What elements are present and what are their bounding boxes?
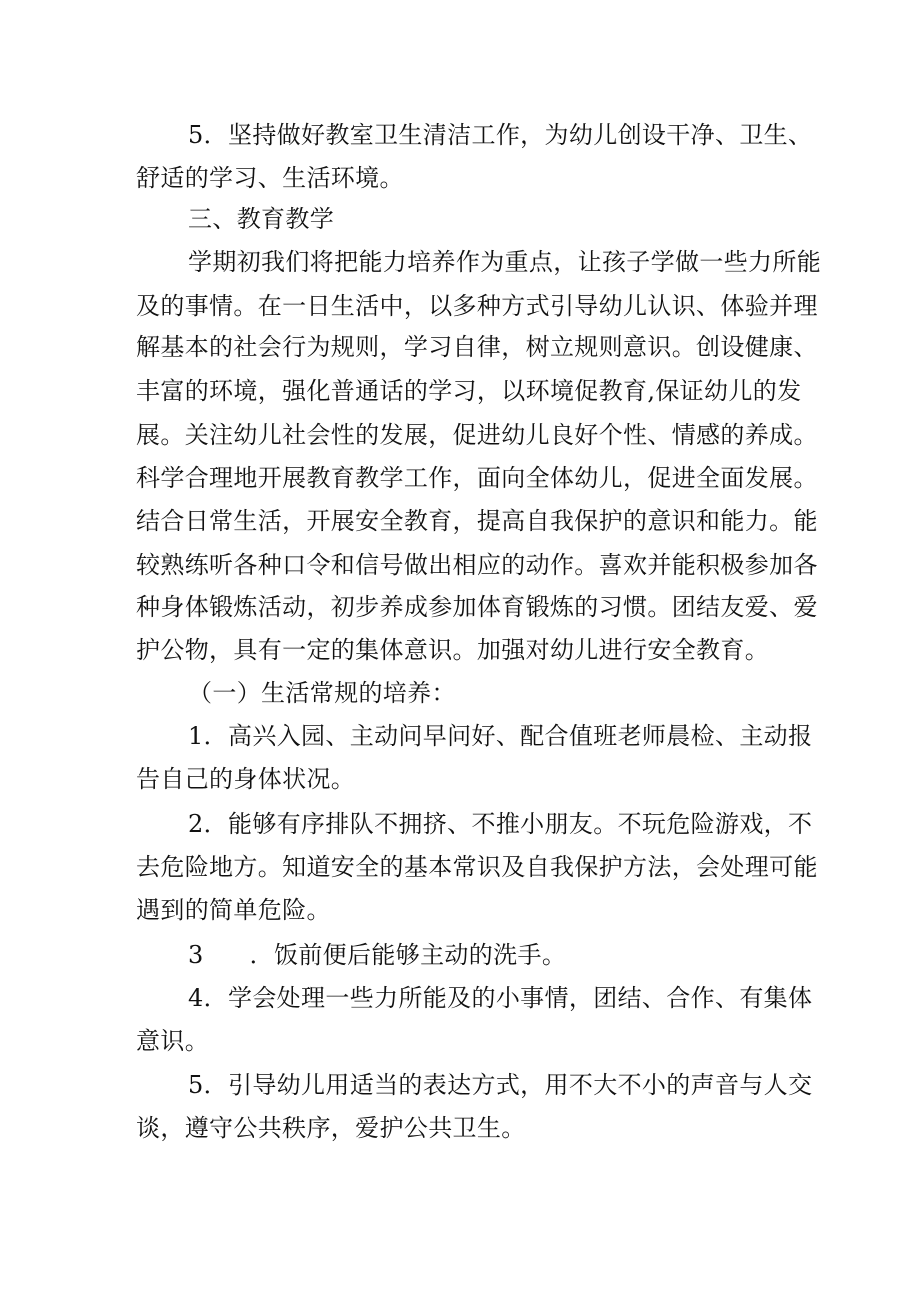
item2-line-1: 2．能够有序排队不拥挤、不推小朋友。不玩危险游戏，不 <box>188 810 813 838</box>
item4-line-2: 意识。 <box>136 1027 210 1055</box>
item3-number: 3 <box>188 941 204 969</box>
section-3-paragraph-line: 学期初我们将把能力培养作为重点，让孩子学做一些力所能 <box>188 248 822 276</box>
item5-manners-line-2: 谈，遵守公共秩序，爱护公共卫生。 <box>136 1114 526 1142</box>
subsection-1-heading: （一）生活常规的培养： <box>188 679 456 707</box>
section-3-paragraph-line: 及的事情。在一日生活中，以多种方式引导幼儿认识、体验并理 <box>136 292 818 320</box>
item4-line-1: 4．学会处理一些力所能及的小事情，团结、合作、有集体 <box>188 984 813 1012</box>
section-3-paragraph-line: 种身体锻炼活动，初步养成参加体育锻炼的习惯。团结友爱、爱 <box>136 593 818 621</box>
section-3-paragraph-line: 护公物，具有一定的集体意识。加强对幼儿进行安全教育。 <box>136 636 770 664</box>
item2-line-3: 遇到的简单危险。 <box>136 896 331 924</box>
item5-manners-line-1: 5．引导幼儿用适当的表达方式，用不大不小的声音与人交 <box>188 1071 813 1099</box>
item2-line-2: 去危险地方。知道安全的基本常识及自我保护方法，会处理可能 <box>136 853 818 881</box>
item1-line-1: 1．高兴入园、主动问早问好、配合值班老师晨检、主动报 <box>188 722 813 750</box>
section-3-paragraph-line: 科学合理地开展教育教学工作，面向全体幼儿，促进全面发展。 <box>136 464 818 492</box>
section-3-paragraph-line: 解基本的社会行为规则，学习自律，树立规则意识。创设健康、 <box>136 333 818 361</box>
item5-hygiene-line-2: 舒适的学习、生活环境。 <box>136 164 404 192</box>
item3 <box>188 939 566 971</box>
section-3-paragraph-line: 较熟练听各种口令和信号做出相应的动作。喜欢并能积极参加各 <box>136 551 818 579</box>
section-3-paragraph-line: 展。关注幼儿社会性的发展，促进幼儿良好个性、情感的养成。 <box>136 421 818 449</box>
section-3-paragraph-line: 丰富的环境，强化普通话的学习，以环境促教育,保证幼儿的发 <box>136 377 802 405</box>
item5-hygiene-line-1: 5．坚持做好教室卫生清洁工作，为幼儿创设干净、卫生、 <box>188 121 813 149</box>
item3-text: ．饭前便后能够主动的洗手。 <box>249 941 567 969</box>
section-3-paragraph-line: 结合日常生活，开展安全教育，提高自我保护的意识和能力。能 <box>136 507 818 535</box>
item1-line-2: 告自己的身体状况。 <box>136 765 356 793</box>
section-3-heading: 三、教育教学 <box>188 205 335 233</box>
